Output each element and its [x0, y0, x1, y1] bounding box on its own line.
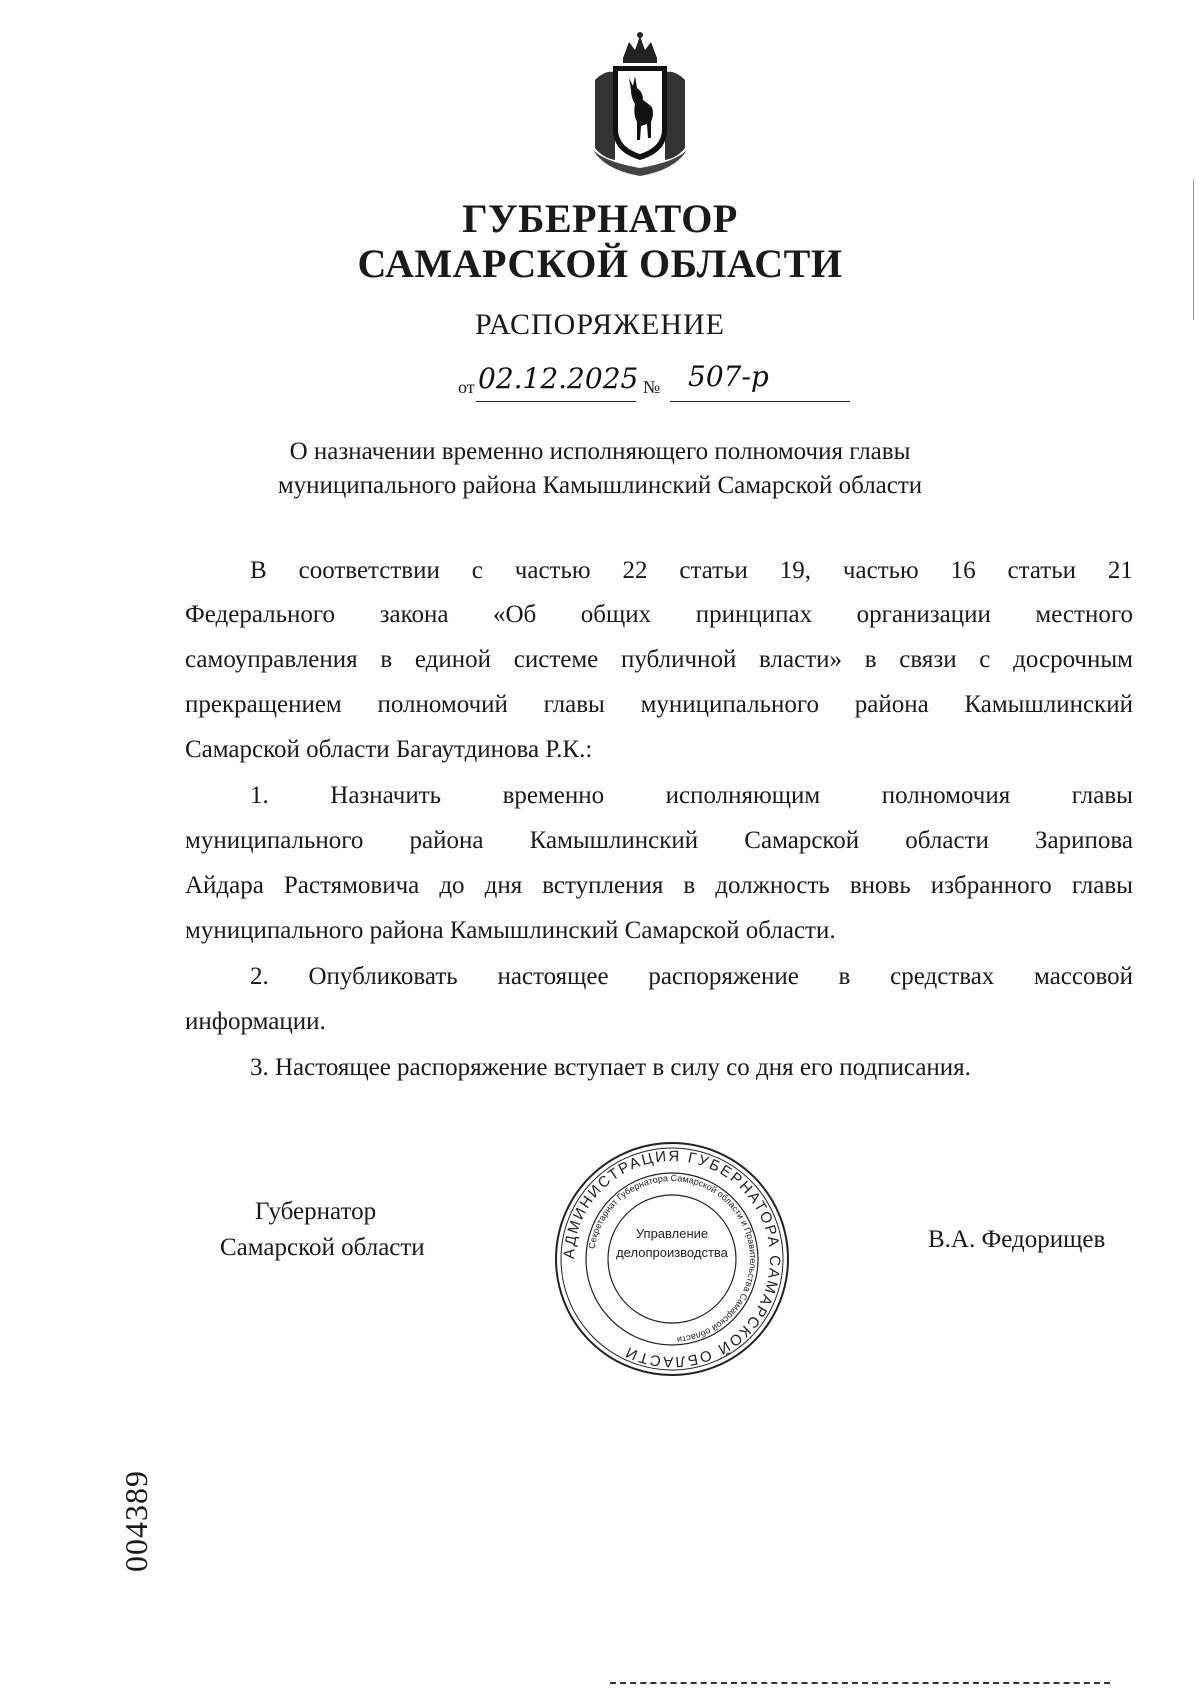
- body-word: Камышлинский: [964, 691, 1133, 718]
- number-handwritten: 507-р: [688, 360, 769, 393]
- body-line: [185, 592, 1133, 637]
- number-underline: [670, 401, 850, 402]
- body-word: вновь: [849, 872, 911, 899]
- body-word: самоуправления: [185, 646, 358, 673]
- body-word: временно: [502, 782, 605, 809]
- document-type: РАСПОРЯЖЕНИЕ: [474, 308, 726, 341]
- body-word: системе: [513, 646, 599, 673]
- body-line: [250, 773, 1133, 818]
- body-word: 16: [950, 557, 976, 584]
- body-line: [250, 548, 1133, 593]
- body-word: соответствии: [298, 557, 440, 584]
- stamp-middle-text: Секретариат Губернатора Самарской области и Правительства Самарской области: [586, 1172, 759, 1345]
- body-line: [185, 682, 1133, 727]
- body-word: частью: [842, 557, 919, 584]
- body-word: «Об: [492, 601, 537, 628]
- body-line: муниципального района Камышлинский Самарской области.: [185, 917, 836, 944]
- body-word: организации: [856, 601, 991, 628]
- body-line: [250, 954, 1133, 999]
- body-word: статьи: [679, 557, 748, 584]
- body-word: муниципального: [640, 691, 819, 718]
- body-word: 19,: [779, 557, 812, 584]
- body-word: прекращением: [185, 691, 342, 718]
- body-line: Самарской области Багаутдинова Р.К.:: [185, 736, 593, 763]
- body-word: полномочия: [881, 782, 1011, 809]
- registration-number: 004389: [118, 1470, 154, 1572]
- body-word: муниципального: [185, 827, 364, 854]
- body-word: статьи: [1007, 557, 1076, 584]
- stamp-outer-text: АДМИНИСТРАЦИЯ ГУБЕРНАТОРА САМАРСКОЙ ОБЛАСТИ: [560, 1147, 784, 1371]
- body-word: района: [409, 827, 484, 854]
- body-word: Зарипова: [1035, 827, 1133, 854]
- body-word: принципах: [695, 601, 813, 628]
- body-word: должность: [715, 872, 830, 899]
- body-word: распоряжение: [648, 963, 799, 990]
- body-word: исполняющим: [665, 782, 821, 809]
- body-word: Айдара: [185, 872, 264, 899]
- body-word: Назначить: [330, 782, 442, 809]
- date-prefix: от: [458, 377, 475, 397]
- body-word: в: [864, 646, 877, 673]
- date-underline: [476, 401, 636, 402]
- signatory-position-line2: Самарской области: [220, 1234, 425, 1261]
- number-prefix: №: [643, 377, 661, 397]
- scan-edge-line: [1193, 180, 1194, 320]
- body-line: [185, 863, 1133, 908]
- body-word: Федерального: [185, 601, 336, 628]
- body-word: Растямовича: [283, 872, 420, 899]
- body-word: с: [979, 646, 991, 673]
- body-word: района: [854, 691, 929, 718]
- body-word: Опубликовать: [308, 963, 458, 990]
- body-word: вступления: [542, 872, 664, 899]
- date-number-line: [458, 360, 878, 404]
- body-word: 1.: [250, 782, 269, 809]
- body-line: информации.: [185, 1008, 326, 1035]
- body-word: общих: [580, 601, 652, 628]
- subject-line1: О назначении временно исполняющего полномочия главы: [289, 438, 911, 465]
- body-word: дня: [484, 872, 523, 899]
- body-word: главы: [1071, 782, 1133, 809]
- body-word: Камышлинский: [529, 827, 699, 854]
- coat-of-arms-icon: [585, 30, 695, 180]
- signatory-position-line1: Губернатор: [255, 1198, 377, 1225]
- body-word: области: [905, 827, 989, 854]
- body-word: В: [250, 557, 267, 584]
- body-line: 3. Настоящее распоряжение вступает в силу со дня его подписания.: [250, 1054, 971, 1081]
- body-word: связи: [899, 646, 957, 673]
- body-word: местного: [1035, 601, 1133, 628]
- body-word: избранного: [930, 872, 1052, 899]
- body-word: в: [838, 963, 851, 990]
- bottom-dashed-rule: [610, 1682, 1110, 1686]
- body-word: с: [471, 557, 483, 584]
- body-word: главы: [1071, 872, 1133, 899]
- body-word: частью: [514, 557, 591, 584]
- official-stamp: [553, 1140, 791, 1378]
- date-handwritten: 02.12.2025: [478, 362, 639, 395]
- body-line: [185, 818, 1133, 863]
- body-word: массовой: [1034, 963, 1133, 990]
- body-word: единой: [414, 646, 492, 673]
- body-word: полномочий: [377, 691, 508, 718]
- stamp-center-text: [614, 1224, 730, 1262]
- body-word: настоящее: [497, 963, 609, 990]
- body-word: публичной: [620, 646, 737, 673]
- issuer-title-line1: ГУБЕРНАТОР: [462, 196, 738, 241]
- body-word: главы: [543, 691, 605, 718]
- body-word: до: [439, 872, 465, 899]
- body-word: в: [683, 872, 696, 899]
- body-word: 21: [1107, 557, 1133, 584]
- body-word: в: [380, 646, 393, 673]
- body-word: Самарской: [744, 827, 860, 854]
- signatory-name: В.А. Федорищев: [928, 1226, 1106, 1253]
- body-word: власти»: [759, 646, 842, 673]
- body-word: досрочным: [1013, 646, 1133, 673]
- subject-line2: муниципального района Камышлинский Самарской области: [277, 472, 923, 499]
- stamp-inner-line1: Управление: [635, 1226, 709, 1241]
- body-word: средствах: [890, 963, 995, 990]
- body-word: закона: [379, 601, 449, 628]
- issuer-title-line2: САМАРСКОЙ ОБЛАСТИ: [357, 241, 843, 286]
- body-word: 2.: [250, 963, 269, 990]
- body-word: 22: [622, 557, 648, 584]
- body-line: [185, 637, 1133, 682]
- stamp-inner-line2: делопроизводства: [616, 1245, 728, 1260]
